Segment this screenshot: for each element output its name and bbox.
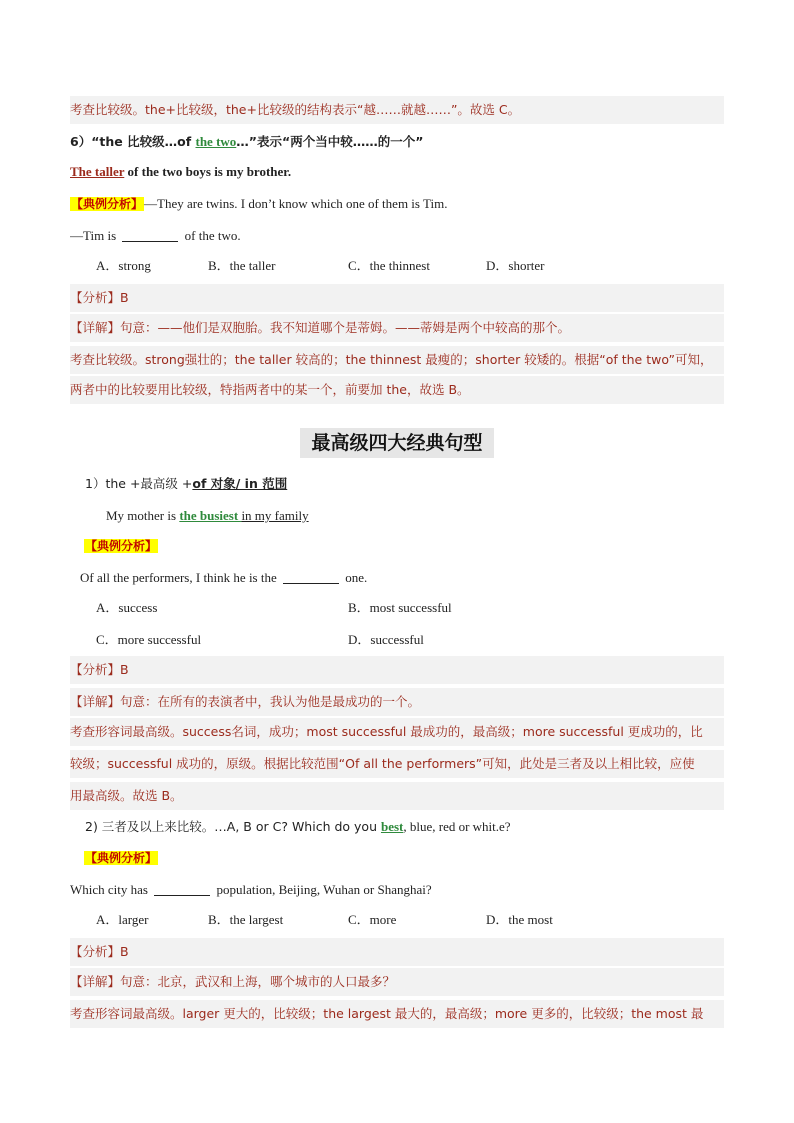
rule-6-prefix: 6）“the 比较级…of [70, 134, 196, 149]
options-row [70, 252, 724, 280]
explain-line-1 [70, 718, 724, 746]
option-b: B．most successful [348, 600, 452, 615]
option-d: D．successful [348, 632, 424, 647]
option-a: A．strong [96, 258, 151, 273]
answer-blank [154, 881, 210, 896]
answer-blank [283, 569, 339, 584]
rule-2-prefix: 2) 三者及以上来比较。…A, B or C? Which do you [85, 819, 381, 834]
detail-label: 【详解】 [70, 974, 121, 989]
explain-text-1: 考查比较级。strong强壮的；the taller 较高的；the thinnest 最瘦的；shorter 较矮的。根据“of the two”可知， [70, 352, 713, 367]
example-rest: of the two boys is my brother. [124, 164, 292, 179]
conclusion-text: 考查比较级。the+比较级，the+比较级的结构表示“越……就越……”。故选 C。 [70, 102, 521, 117]
explain-line-1 [70, 346, 724, 374]
example-tag-row [84, 844, 738, 872]
option-c: C．more [348, 912, 397, 927]
option-d: D．the most [486, 912, 553, 927]
explain-text-2: 较级；successful 成功的，原级。根据比较范围“Of all the performers”可知，此处是三者及以上相比较，应使 [70, 756, 695, 771]
rule-2-suffix: , blue, red or whit.e? [403, 819, 511, 834]
detail-label: 【详解】 [70, 320, 121, 335]
example-question-2 [70, 222, 724, 250]
question-suffix: one. [342, 570, 368, 585]
answer-line [70, 284, 724, 312]
detail-text: 句意：——他们是双胞胎。我不知道哪个是蒂姆。——蒂姆是两个中较高的那个。 [120, 320, 571, 335]
example-underlined: in my family [241, 508, 309, 523]
option-b: B．the largest [208, 912, 284, 927]
example-highlight: The taller [70, 164, 125, 179]
options-row [70, 906, 724, 934]
explain-text-1: 考查形容词最高级。success名词，成功；most successful 最成功的，最高级；more successful 更成功的，比 [70, 724, 703, 739]
rule-1 [85, 470, 739, 498]
explain-text-3: 用最高级。故选 B。 [70, 788, 183, 803]
answer-line [70, 938, 724, 966]
example-highlight: the busiest [179, 508, 242, 523]
explain-text-1: 考查形容词最高级。larger 更大的，比较级；the largest 最大的，最高级；more 更多的，比较级；the most 最 [70, 1006, 704, 1021]
example-question [70, 876, 724, 904]
explain-line-2 [70, 750, 724, 778]
example-tag-row [84, 532, 738, 560]
example-question-1 [70, 190, 724, 218]
options-row-2 [70, 626, 724, 654]
detail-line [70, 968, 724, 996]
explain-line-3 [70, 782, 724, 810]
options-row-1 [70, 594, 724, 622]
option-b: B．the taller [208, 258, 276, 273]
explain-text-2: 两者中的比较要用比较级，特指两者中的某一个，前要加 the，故选 B。 [70, 382, 470, 397]
answer-line [70, 656, 724, 684]
detail-text: 句意：北京，武汉和上海，哪个城市的人口最多？ [120, 974, 396, 989]
rule-1-example [106, 502, 760, 530]
option-d: D．shorter [486, 258, 545, 273]
example-question [80, 564, 734, 592]
option-c: C．the thinnest [348, 258, 430, 273]
answer-text: 【分析】B [70, 944, 129, 959]
option-c: C．more successful [96, 632, 202, 647]
question-prefix: —Tim is [70, 228, 120, 243]
conclusion-line [70, 96, 724, 124]
answer-text: 【分析】B [70, 290, 129, 305]
explain-line-2 [70, 376, 724, 404]
detail-line [70, 688, 724, 716]
rule-6 [70, 128, 724, 156]
section-heading [300, 428, 494, 458]
rule-1-prefix: 1）the +最高级 + [85, 476, 193, 491]
example-analysis-tag: 【典例分析】 [71, 197, 144, 211]
question-suffix: of the two. [181, 228, 241, 243]
question-text: —They are twins. I don’t know which one of them is Tim. [144, 196, 448, 211]
answer-blank [122, 227, 178, 242]
question-suffix: population, Beijing, Wuhan or Shanghai? [213, 882, 432, 897]
option-a: A．larger [96, 912, 149, 927]
rule-6-highlight: the two [195, 134, 237, 149]
example-analysis-tag: 【典例分析】 [85, 851, 158, 865]
option-a: A．success [96, 600, 158, 615]
detail-line [70, 314, 724, 342]
example-prefix: My mother is [106, 508, 180, 523]
answer-text: 【分析】B [70, 662, 129, 677]
rule-1-underlined: of 对象/ in 范围 [192, 476, 288, 491]
section-heading-text: 最高级四大经典句型 [311, 432, 483, 454]
rule-6-suffix: …”表示“两个当中较……的一个” [236, 134, 424, 149]
detail-text: 句意：在所有的表演者中，我认为他是最成功的一个。 [120, 694, 421, 709]
question-prefix: Of all the performers, I think he is the [80, 570, 280, 585]
rule-2-highlight: best [380, 819, 404, 834]
rule-6-example [70, 158, 724, 186]
rule-2 [85, 813, 739, 841]
detail-label: 【详解】 [70, 694, 121, 709]
explain-line-1 [70, 1000, 724, 1028]
example-analysis-tag: 【典例分析】 [85, 539, 158, 553]
question-prefix: Which city has [70, 882, 152, 897]
